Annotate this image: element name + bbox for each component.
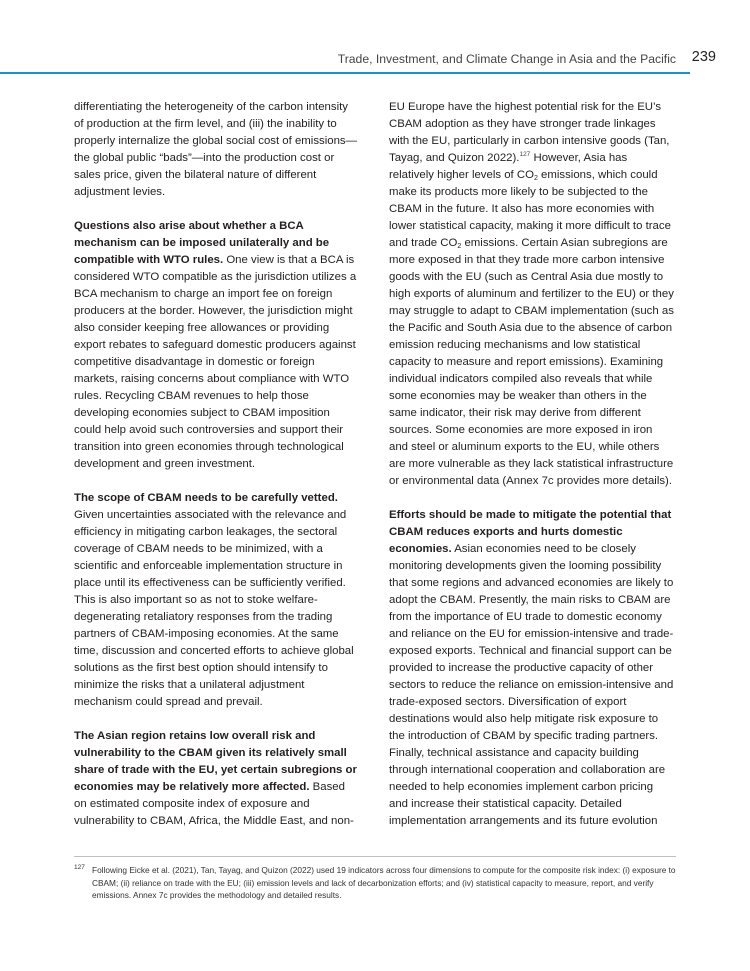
paragraph-text: Given uncertainties associated with the relevance and efficiency in mitigating carbon leakages, the sectoral coverage of CBAM needs to be minimized, with a scientific and enforceable implementation structure in place until its effectiveness can be sufficiently verified. This is also important so as not to stoke welfare-degenerating retaliatory responses from the trading partners of CBAM-imposing economies. At the same time, discussion and concerted efforts to achieve global solutions as the first best option should intensify to minimize the risks that a unilateral adjustment mechanism could spread and prevail. [74,509,354,708]
footnote-rule [74,856,676,857]
paragraph-heading: The Asian region retains low overall risk and vulnerability to the CBAM given its relatively small share of trade with the EU, yet certain subregions or economies may be relatively more affected. [74,730,357,793]
right-column [389,99,674,847]
paragraph-bca-wto [74,218,359,473]
paragraph-text: Asian economies need to be closely monitoring developments given the looming possibility that some regions and advanced economies are likely to adopt the CBAM. Presently, the main risks to CBAM are from the importance of EU trade to domestic economy and reliance on the EU for emission-intensive and trade-exposed exports. Technical and financial support can be provided to increase the productive capacity of other sectors to reduce the reliance on emission-intensive and trade-exposed sectors. Diversification of export destinations would also help mitigate risk exposure to the introduction of CBAM by specific trading partners. Finally, technical assistance and capacity building through international cooperation and collaboration are needed to help economies implement carbon pricing and increase their statistical capacity. Detailed implementation arrangements and its future evolution [389,543,674,827]
paragraph-mitigation [389,507,674,830]
paragraph-text: However, Asia has relatively higher levels of CO [389,152,628,181]
subscript-2: 2 [533,175,538,182]
subscript-2: 2 [457,243,462,250]
left-column [74,99,359,847]
running-title: Trade, Investment, and Climate Change in Asia and the Pacific [337,52,676,66]
paragraph-text: Based on estimated composite index of exposure and vulnerability to CBAM, Africa, the Middle East, and non- [74,781,354,827]
paragraph-heading: Questions also arise about whether a BCA mechanism can be imposed unilaterally and be compatible with WTO rules. [74,220,330,266]
paragraph-text: differentiating the heterogeneity of the carbon intensity of production at the firm level, and (iii) the inability to properly internalize the global social cost of emissions—the global public “bads”—into the production cost or sales price, given the bilateral nature of different adjustment levies. [74,101,358,198]
paragraph-asian-risk [74,728,359,830]
paragraph-risk-continuation [389,99,674,490]
paragraph-cbam-scope [74,490,359,711]
footnote [74,864,676,902]
paragraph-continuation [74,99,359,201]
page-number: 239 [691,49,716,65]
paragraph-heading: Efforts should be made to mitigate the potential that CBAM reduces exports and hurts domestic economies. [389,509,672,555]
running-header [0,44,750,74]
paragraph-text: emissions, which could make its products more likely to be subjected to the CBAM in the future. It also has more economies with lower statistical capacity, making it more difficult to trace and trade CO [389,169,671,249]
footnote-number: 127 [74,864,85,871]
paragraph-text: EU Europe have the highest potential risk for the EU’s CBAM adoption as they have stronger trade linkages with the EU, particularly in carbon intensive goods (Tan, Tayag, and Quizon 2022). [389,101,670,164]
paragraph-text: One view is that a BCA is considered WTO compatible as the jurisdiction utilizes a BCA mechanism to charge an import fee on foreign producers at the border. However, the jurisdiction might also consider keeping free allowances or providing export rebates to safeguard domestic producers against competitive disadvantage in domestic or foreign markets, raising concerns about compliance with WTO rules. Recycling CBAM revenues to help those developing economies subject to CBAM imposition could help avoid such controversies and support their transition into green economies through technological development and green investment. [74,254,357,470]
footnote-text: Following Eicke et al. (2021), Tan, Tayag, and Quizon (2022) used 19 indicators across four dimensions to compute for the composite risk index: (i) exposure to CBAM; (ii) reliance on trade with the EU; (iii) emission levels and lack of decarbonization efforts; and (iv) statistical capacity to measure, report, and verify emissions. Annex 7c provides the methodology and detailed results. [92,865,676,900]
paragraph-text: emissions. Certain Asian subregions are more exposed in that they trade more carbon intensive goods with the EU (such as Central Asia due mostly to high exports of aluminum and fertilizer to the EU) or they may struggle to adapt to CBAM implementation (such as the Pacific and South Asia due to the absence of carbon emission reducing mechanisms and low statistical capacity to measure and report emissions). Examining individual indicators compiled also reveals that while some economies may be weaker than others in the same indicator, their risk may derive from different sources. Some economies are more exposed in iron and steel or aluminum exports to the EU, while others are more vulnerable as they lack statistical infrastructure or environmental data (Annex 7c provides more details). [389,237,674,487]
footnote-reference[interactable]: 127 [519,151,531,158]
paragraph-heading: The scope of CBAM needs to be carefully vetted. [74,492,338,504]
header-rule [0,72,690,74]
